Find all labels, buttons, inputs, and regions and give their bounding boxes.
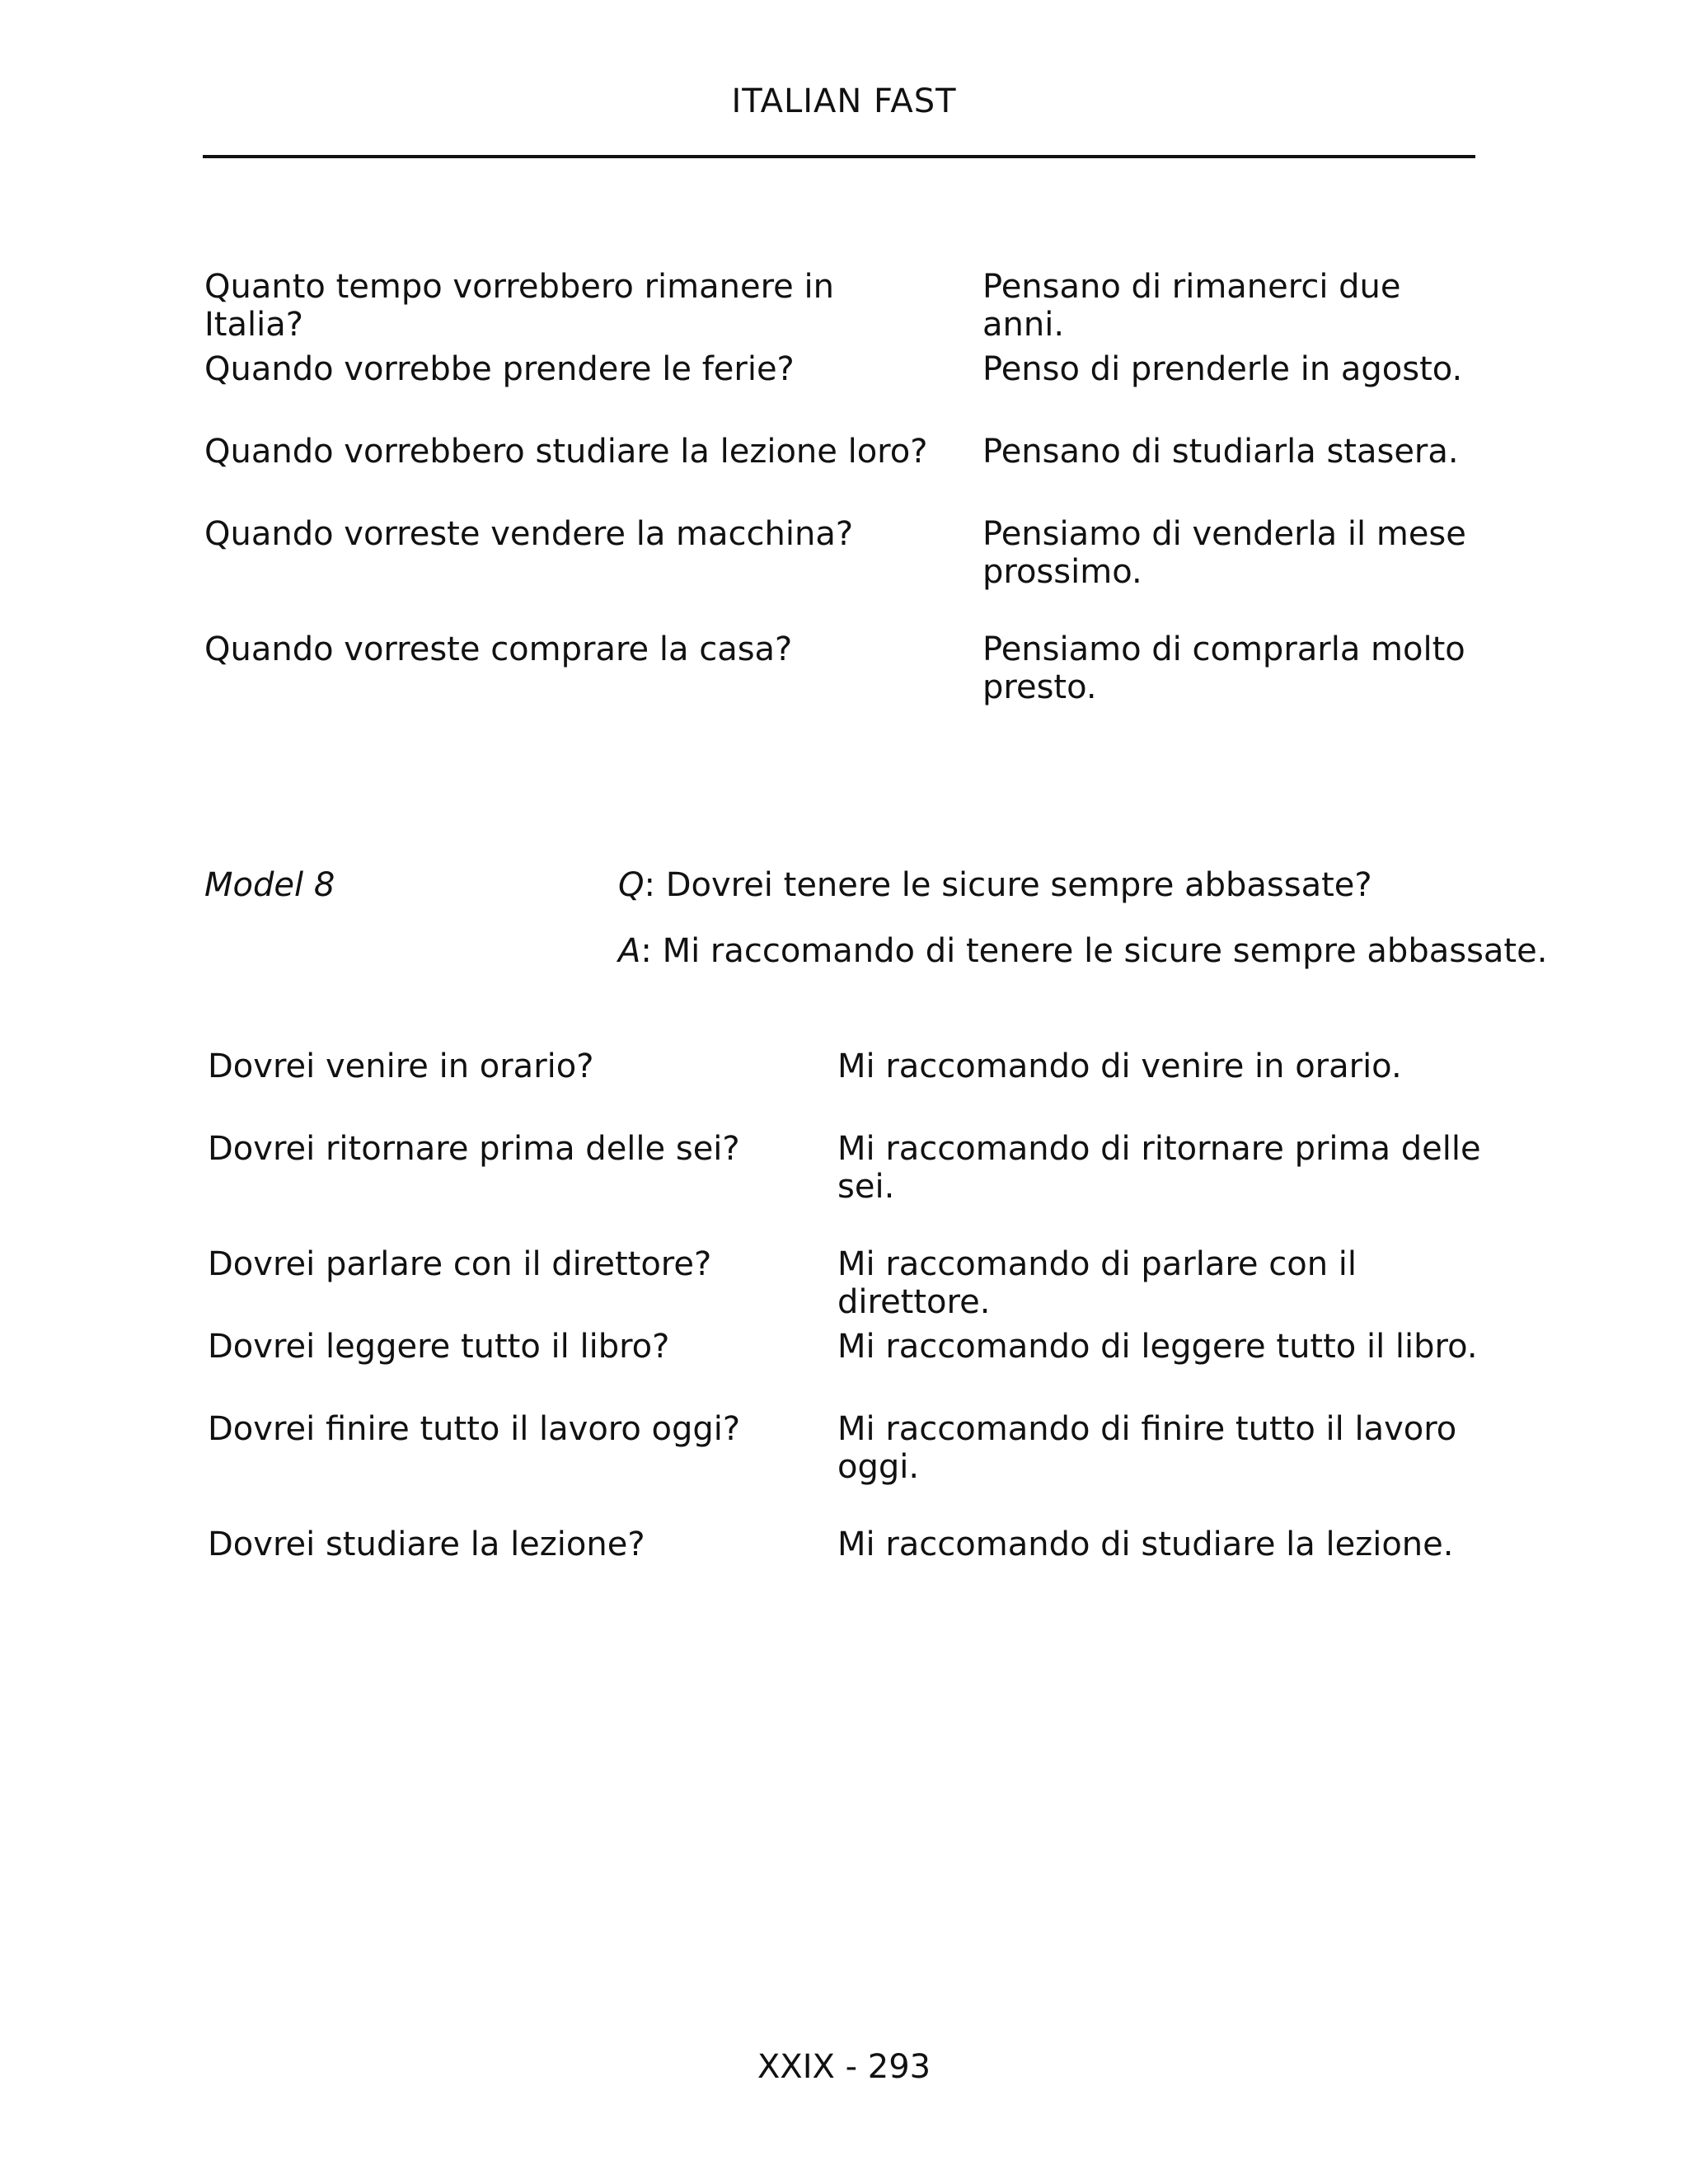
- section2-answer-3: Mi raccomando di parlare con il direttore.: [837, 1245, 1357, 1321]
- section2-answer-6: Mi raccomando di studiare la lezione.: [837, 1526, 1454, 1563]
- section2-question-6: Dovrei studiare la lezione?: [208, 1526, 645, 1563]
- section2-question-3: Dovrei parlare con il direttore?: [208, 1245, 712, 1283]
- section2-question-5: Dovrei finire tutto il lavoro oggi?: [208, 1410, 741, 1448]
- section1-question-1: Quanto tempo vorrebbero rimanere in Italia?: [204, 268, 834, 344]
- model-question-line: Q: Dovrei tenere le sicure sempre abbassate?: [618, 866, 1372, 904]
- section2-question-2: Dovrei ritornare prima delle sei?: [208, 1130, 740, 1168]
- section1-answer-4: Pensiamo di venderla il mese prossimo.: [982, 515, 1466, 591]
- section2-question-1: Dovrei venire in orario?: [208, 1047, 594, 1085]
- model-a-tag: A: [618, 932, 641, 970]
- section1-answer-1: Pensano di rimanerci due anni.: [982, 268, 1401, 344]
- model-q-tag: Q: [618, 866, 645, 904]
- section2-answer-2: Mi raccomando di ritornare prima delle sei.: [837, 1130, 1481, 1206]
- model-label: Model 8: [204, 866, 335, 904]
- page-number: XXIX - 293: [757, 2048, 931, 2086]
- model-answer-line: A: Mi raccomando di tenere le sicure sempre abbassate.: [618, 932, 1548, 970]
- page-header-title: ITALIAN FAST: [731, 82, 957, 120]
- model-q-text: Dovrei tenere le sicure sempre abbassate?: [665, 866, 1372, 904]
- header-divider: [203, 155, 1475, 158]
- section1-question-4: Quando vorreste vendere la macchina?: [204, 515, 854, 553]
- section1-question-5: Quando vorreste comprare la casa?: [204, 630, 793, 668]
- section1-answer-2: Penso di prenderle in agosto.: [982, 350, 1463, 388]
- section2-answer-1: Mi raccomando di venire in orario.: [837, 1047, 1402, 1085]
- section1-question-3: Quando vorrebbero studiare la lezione loro?: [204, 433, 928, 471]
- section2-answer-4: Mi raccomando di leggere tutto il libro.: [837, 1328, 1478, 1366]
- section2-question-4: Dovrei leggere tutto il libro?: [208, 1328, 670, 1366]
- section1-answer-5: Pensiamo di comprarla molto presto.: [982, 630, 1465, 706]
- section1-question-2: Quando vorrebbe prendere le ferie?: [204, 350, 795, 388]
- section1-answer-3: Pensano di studiarla stasera.: [982, 433, 1459, 471]
- model-a-text: Mi raccomando di tenere le sicure sempre abbassate.: [662, 932, 1548, 970]
- section2-answer-5: Mi raccomando di finire tutto il lavoro oggi.: [837, 1410, 1457, 1486]
